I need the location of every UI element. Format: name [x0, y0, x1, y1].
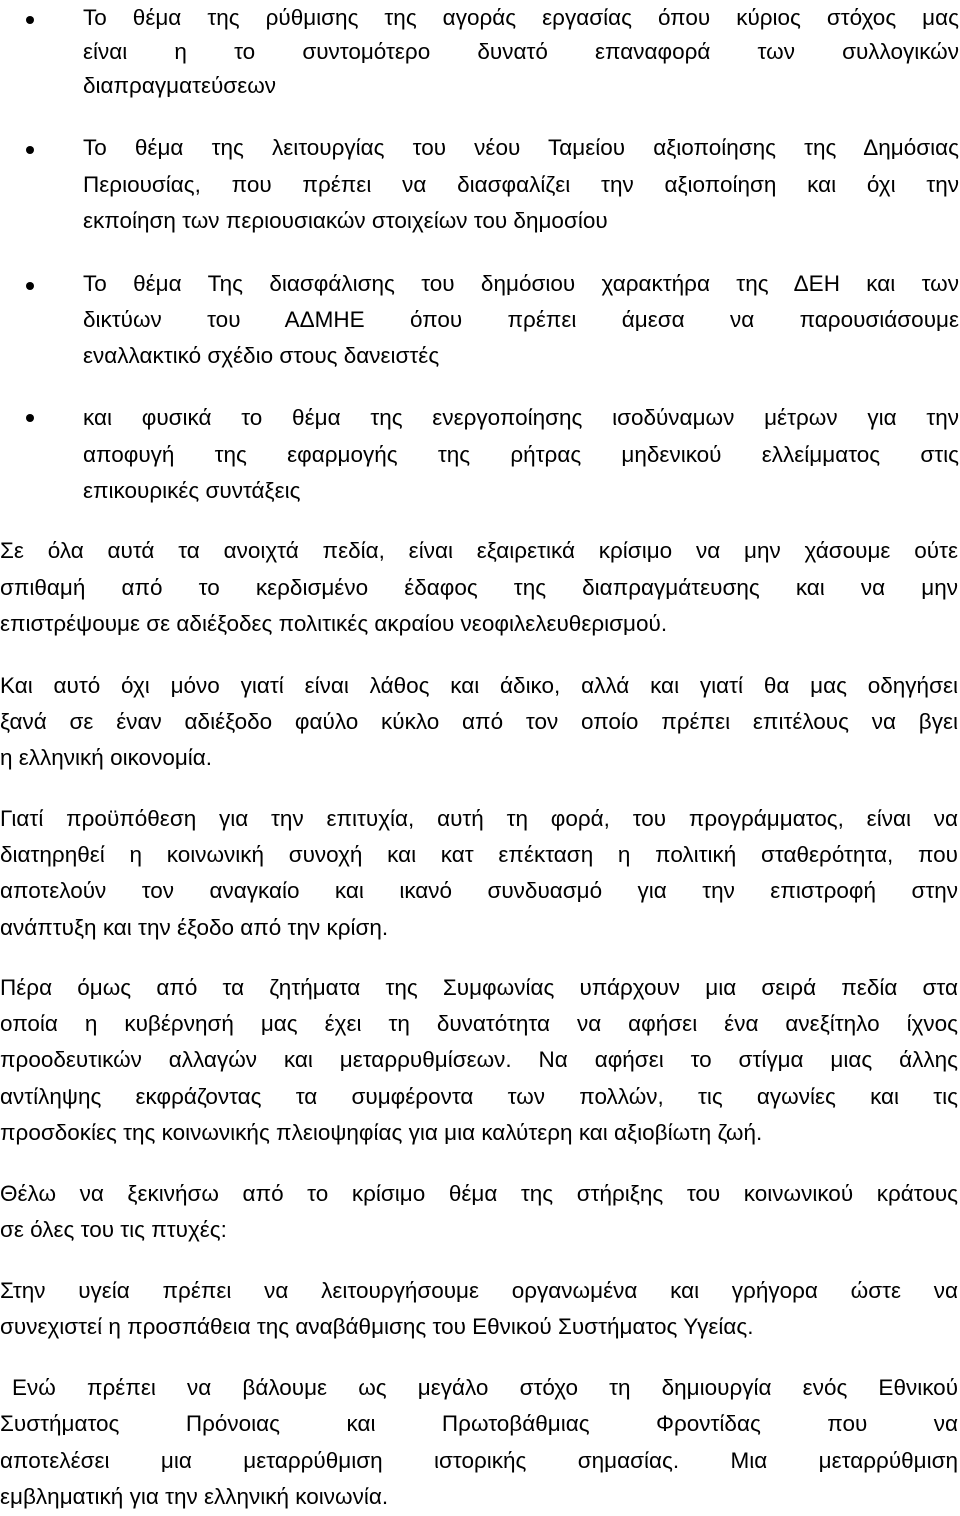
- text-line: ανάπτυξη και την έξοδο από την κρίση.: [0, 915, 389, 940]
- text-line: Πέρα όμως από τα ζητήματα της Συμφωνίας υπάρχουν μια σειρά πεδία στα: [0, 975, 958, 1000]
- text-line: Το θέμα της ρύθμισης της αγοράς εργασίας όπου κύριος στόχος μας: [83, 5, 959, 30]
- bullet-dot-icon: [26, 16, 34, 24]
- text-line: οποία η κυβέρνησή μας έχει τη δυνατότητα να αφήσει ένα ανεξίτηλο ίχνος: [0, 1011, 958, 1036]
- text-line: Το θέμα Της διασφάλισης του δημόσιου χαρακτήρα της ΔΕΗ και των: [83, 271, 959, 296]
- text-line: σε όλες του τις πτυχές:: [0, 1217, 227, 1242]
- text-line: σπιθαμή από το κερδισμένο έδαφος της διαπραγμάτευσης και να μην: [0, 575, 958, 600]
- text-line: η ελληνική οικονομία.: [0, 745, 213, 770]
- text-line: Το θέμα της λειτουργίας του νέου Ταμείου αξιοποίησης της Δημόσιας: [83, 135, 959, 160]
- text-line: επιστρέψουμε σε αδιέξοδες πολιτικές ακραίου νεοφιλελευθερισμού.: [0, 611, 668, 636]
- text-line: αποτελούν τον αναγκαίο και ικανό συνδυασμό για την επιστροφή στην: [0, 878, 958, 903]
- text-line: διατηρηθεί η κοινωνική συνοχή και κατ επέκταση η πολιτική σταθερότητα, που: [0, 842, 958, 867]
- text-line: εκποίηση των περιουσιακών στοιχείων του δημοσίου: [83, 208, 608, 233]
- text-line: αντίληψης εκφράζοντας τα συμφέροντα των πολλών, τις αγωνίες και τις: [0, 1084, 958, 1109]
- text-line: Και αυτό όχι μόνο γιατί είναι λάθος και άδικο, αλλά και γιατί θα μας οδηγήσει: [0, 673, 958, 698]
- text-line: Στην υγεία πρέπει να λειτουργήσουμε οργανωμένα και γρήγορα ώστε να: [0, 1278, 958, 1303]
- text-line: επικουρικές συντάξεις: [83, 478, 301, 503]
- text-line: διαπραγματεύσεων: [83, 73, 277, 98]
- text-line: εμβληματική για την ελληνική κοινωνία.: [0, 1484, 389, 1509]
- bullet-dot-icon: [26, 414, 34, 422]
- text-line: είναι η το συντομότερο δυνατό επαναφορά των συλλογικών: [83, 39, 959, 64]
- text-line: Συστήματος Πρόνοιας και Πρωτοβάθμιας Φροντίδας που να: [0, 1411, 958, 1436]
- bullet-dot-icon: [26, 146, 34, 154]
- text-line: Γιατί προϋπόθεση για την επιτυχία, αυτή τη φορά, του προγράμματος, είναι να: [0, 806, 958, 831]
- text-line: ξανά σε έναν αδιέξοδο φαύλο κύκλο από τον οποίο πρέπει επιτέλους να βγει: [0, 709, 958, 734]
- text-line: Θέλω να ξεκινήσω από το κρίσιμο θέμα της στήριξης του κοινωνικού κράτους: [0, 1181, 958, 1206]
- text-line: και φυσικά το θέμα της ενεργοποίησης ισοδύναμων μέτρων για την: [83, 405, 959, 430]
- text-line: αποφυγή της εφαρμογής της ρήτρας μηδενικού ελλείμματος στις: [83, 442, 959, 467]
- text-line: δικτύων του ΑΔΜΗΕ όπου πρέπει άμεσα να παρουσιάσουμε: [83, 307, 959, 332]
- text-line: συνεχιστεί η προσπάθεια της αναβάθμισης του Εθνικού Συστήματος Υγείας.: [0, 1314, 754, 1339]
- bullet-dot-icon: [26, 282, 34, 290]
- text-line: Ενώ πρέπει να βάλουμε ως μεγάλο στόχο τη δημιουργία ενός Εθνικού: [12, 1375, 958, 1400]
- text-line: Περιουσίας, που πρέπει να διασφαλίζει την αξιοποίηση και όχι την: [83, 172, 959, 197]
- text-line: προοδευτικών αλλαγών και μεταρρυθμίσεων. Να αφήσει το στίγμα μιας άλλης: [0, 1047, 958, 1072]
- text-line: Σε όλα αυτά τα ανοιχτά πεδία, είναι εξαιρετικά κρίσιμο να μην χάσουμε ούτε: [0, 538, 958, 563]
- text-line: εναλλακτικό σχέδιο στους δανειστές: [83, 343, 440, 368]
- text-line: προσδοκίες της κοινωνικής πλειοψηφίας για μια καλύτερη και αξιοβίωτη ζωή.: [0, 1120, 763, 1145]
- text-line: αποτελέσει μια μεταρρύθμιση ιστορικής σημασίας. Μια μεταρρύθμιση: [0, 1448, 958, 1473]
